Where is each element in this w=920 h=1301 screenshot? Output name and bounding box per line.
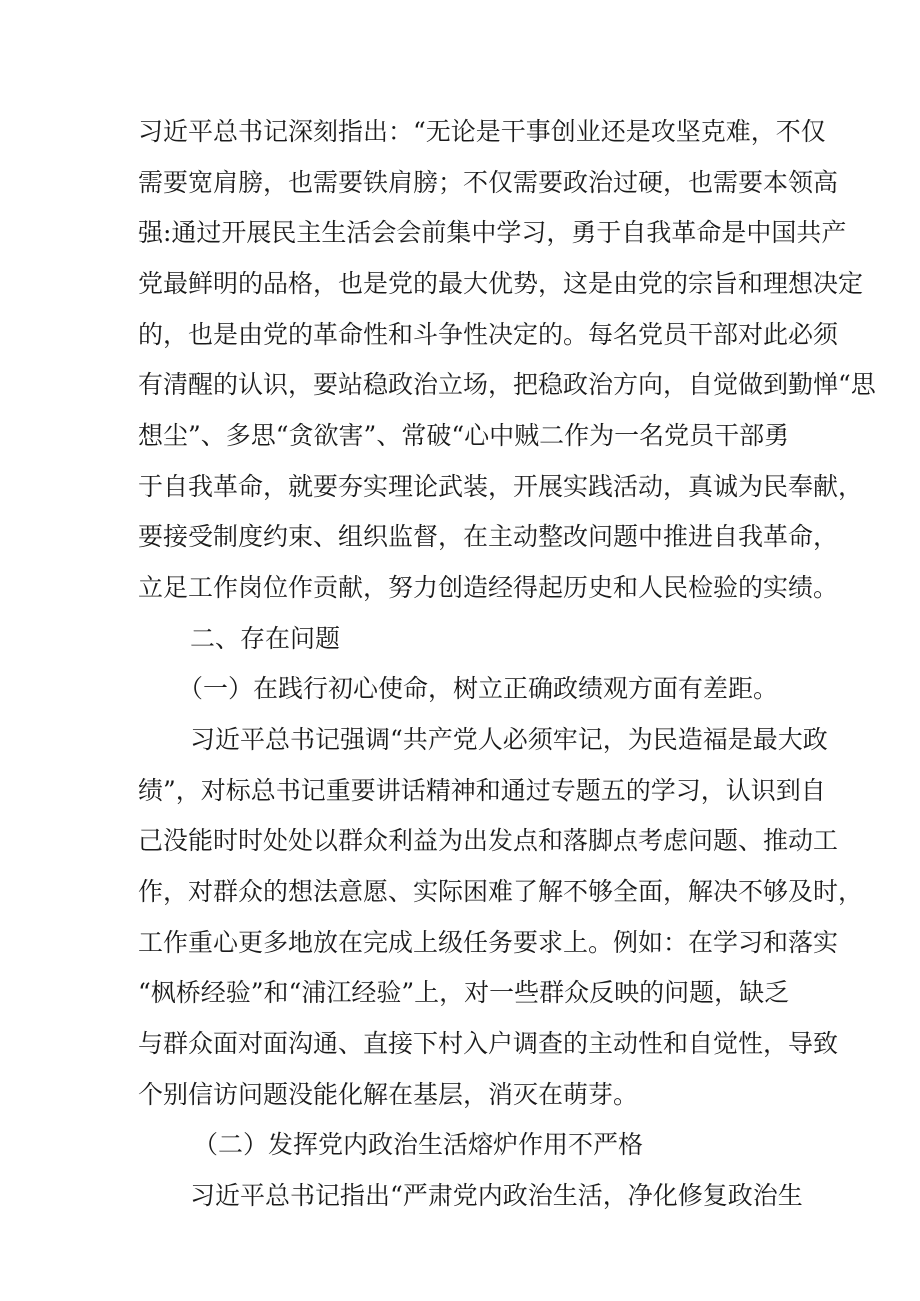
text-line: 立足工作岗位作贡献，努力创造经得起历史和人民检验的实绩。 xyxy=(138,573,839,602)
text-line: 工作重心更多地放在完成上级任务要求上。例如：在学习和落实 xyxy=(138,928,839,957)
text-line: 与群众面对面沟通、直接下村入户调查的主动性和自觉性，导致 xyxy=(138,1029,839,1058)
text-line: 的，也是由党的革命性和斗争性决定的。每名党员干部对此必须 xyxy=(138,320,839,349)
text-line: 作，对群众的想法意愿、实际困难了解不够全面，解决不够及时， xyxy=(138,877,864,906)
text-line: 个别信访问题没能化解在基层，消灭在萌芽。 xyxy=(138,1080,639,1109)
text-line: 需要宽肩膀，也需要铁肩膀；不仅需要政治过硬，也需要本领高 xyxy=(138,168,839,197)
text-line: 有清醒的认识，要站稳政治立场，把稳政治方向，自觉做到勤惮“思 xyxy=(138,370,876,399)
text-line: 党最鲜明的品格，也是党的最大优势，这是由党的宗旨和理想决定 xyxy=(138,269,864,298)
text-line: 要接受制度约束、组织监督，在主动整改问题中推进自我革命， xyxy=(138,522,839,551)
text-line: 于自我革命，就要夯实理论武装，开展实践活动，真诚为民奉献， xyxy=(138,472,864,501)
text-line: 习近平总书记强调“共产党人必须牢记，为民造福是最大政 xyxy=(190,725,828,754)
text-line: 绩”，对标总书记重要讲话精神和通过专题五的学习，认识到自 xyxy=(138,776,826,805)
text-line: 强:通过开展民主生活会会前集中学习，勇于自我革命是中国共产 xyxy=(138,218,847,247)
section-heading: 二、存在问题 xyxy=(190,624,341,653)
text-line: 习近平总书记深刻指出：“无论是干事创业还是攻坚克难，不仅 xyxy=(138,117,826,146)
subsection-heading: （一）在践行初心使命，树立正确政绩观方面有差距。 xyxy=(178,674,779,703)
subsection-heading: （二）发挥党内政治生活熔炉作用不严格 xyxy=(193,1130,644,1159)
text-line: 习近平总书记指出“严肃党内政治生活，净化修复政治生 xyxy=(190,1181,803,1210)
text-line: 想尘”、多思“贪欲害”、常破“心中贼二作为一名党员干部勇 xyxy=(138,421,790,450)
text-line: 己没能时时处处以群众利益为出发点和落脚点考虑问题、推动工 xyxy=(138,826,839,855)
text-line: “枫桥经验”和“浦江经验”上，对一些群众反映的问题，缺乏 xyxy=(138,978,790,1007)
